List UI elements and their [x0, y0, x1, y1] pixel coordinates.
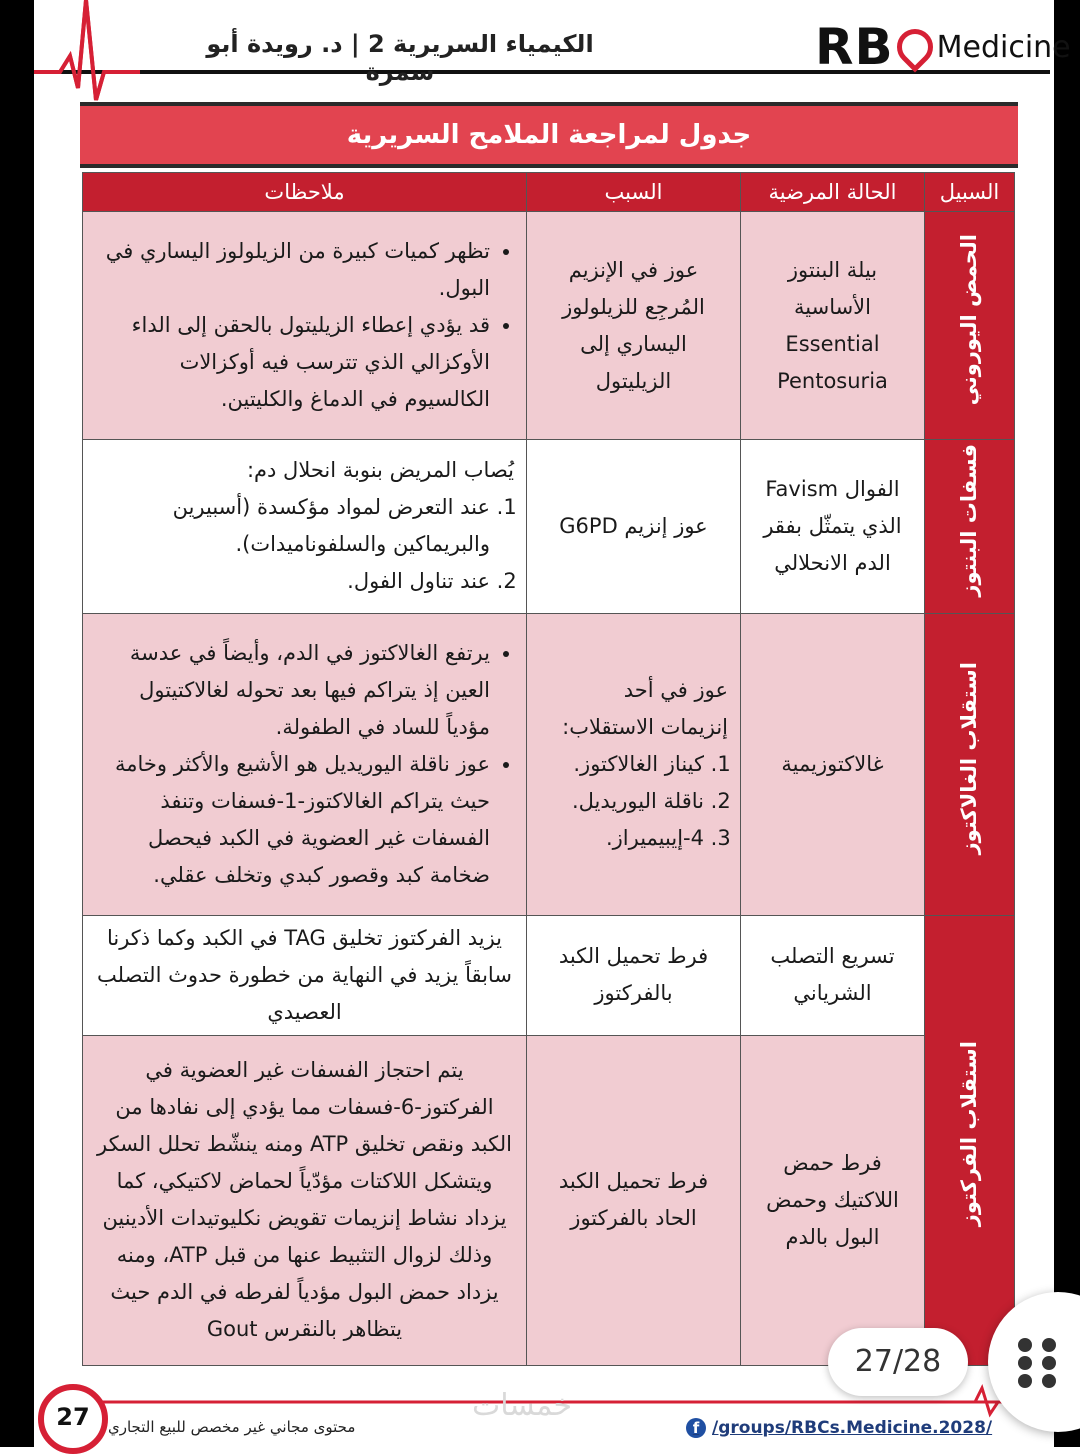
notes-cell [83, 440, 527, 614]
header-cause: السبب [527, 173, 741, 212]
cause-line: الحاد بالفركتوز [570, 1206, 697, 1231]
notes-list [95, 489, 514, 600]
screen-left-edge [0, 0, 34, 1447]
enzyme-item: 2. ناقلة اليوريديل. [539, 783, 704, 820]
condition-line: الأساسية [794, 294, 871, 319]
path-label: فسفات البنتوز [956, 444, 981, 597]
header-title: الكيمياء السريرية 2 | د. رويدة أبو سمرة [206, 30, 594, 86]
facebook-icon: f [686, 1418, 706, 1438]
section-banner [80, 102, 1018, 168]
cause-line: إنزيمات الاستقلاب: [562, 714, 728, 739]
condition-cell [741, 212, 925, 440]
header-notes: ملاحظات [83, 173, 527, 212]
cause-enzyme-list [539, 746, 728, 857]
screen-right-edge [1054, 0, 1080, 1447]
condition-line: اللاكتيك وحمض [766, 1187, 899, 1212]
note-item: • عوز ناقلة اليوريديل هو الأشيع والأكثر وخامة حيث يتراكم الغالاكتوز-1-فسفات وتنفذ الفسفات غير العضوية في الكبد فيحصل ضخامة كبد وقصور كبدي وتخلف عقلي. [95, 746, 490, 894]
cause-cell [527, 613, 741, 915]
grid-dot-icon [1018, 1374, 1032, 1388]
cause-line: الزيليتول [595, 368, 672, 393]
page-number-badge: 27 [38, 1384, 108, 1454]
table-header-row [83, 173, 1015, 212]
cause-line: بالفركتوز [594, 981, 673, 1006]
note-item: 1. عند التعرض لمواد مؤكسدة (أسبيرين والبريماكين والسلفوناميدات). [95, 489, 490, 563]
cause-cell [527, 915, 741, 1035]
notes-intro: يُصاب المريض بنوبة انحلال دم: [246, 458, 514, 483]
cause-line: المُرجِع للزيلولوز [562, 294, 705, 319]
note-item: 2. عند تناول الفول. [95, 563, 490, 600]
note-item: • قد يؤدي إعطاء الزيليتول بالحقن إلى الداء الأوكزالي الذي تترسب فيه أوكزالات الكالسيوم في الدماغ والكليتين. [95, 307, 490, 418]
cause-line: فرط تحميل الكبد [558, 1169, 709, 1194]
path-cell [925, 915, 1015, 1365]
path-cell [925, 440, 1015, 614]
group-link-text[interactable]: /groups/RBCs.Medicine.2028/ [712, 1418, 993, 1438]
notes-list [95, 635, 514, 894]
cause-line: عوز في أحد [623, 677, 728, 702]
cause-line: اليساري إلى [580, 331, 687, 356]
notes-list [95, 233, 514, 418]
header-path: السبيل [925, 173, 1015, 212]
notes-cell [83, 212, 527, 440]
condition-line: Pentosuria [777, 368, 888, 393]
condition-line: الفوال Favism [765, 476, 900, 501]
path-label: الحمض اليوروني [956, 233, 981, 406]
path-cell [925, 212, 1015, 440]
condition-line: فرط حمض [783, 1150, 882, 1175]
blood-drop-icon [889, 22, 940, 73]
logo-medicine-text: Medicine [936, 29, 1071, 65]
note-item: • تظهر كميات كبيرة من الزيلولوز اليساري في البول. [95, 233, 490, 307]
condition-line: بيلة البنتوز [787, 257, 878, 282]
cause-line: عوز في الإنزيم [568, 257, 699, 282]
condition-cell [741, 613, 925, 915]
clinical-features-table [82, 172, 1015, 1366]
banner-title: جدول لمراجعة الملامح السريرية [346, 120, 752, 150]
grid-dot-icon [1018, 1338, 1032, 1352]
condition-line: تسريع التصلب [770, 944, 895, 969]
condition-cell [741, 440, 925, 614]
cause-line: فرط تحميل الكبد [558, 944, 709, 969]
header-condition: الحالة المرضية [741, 173, 925, 212]
condition-line: غالاكتوزيمية [781, 751, 884, 776]
logo-rb-text: RB [815, 18, 894, 76]
watermark: خمسات [472, 1388, 573, 1423]
condition-line: Essential [785, 331, 880, 356]
condition-cell [741, 915, 925, 1035]
path-cell [925, 613, 1015, 915]
table-row [83, 1035, 1015, 1365]
condition-line: الذي يتمثّل بفقر [763, 513, 902, 538]
condition-line: الدم الانحلالي [774, 550, 891, 575]
table-row [83, 915, 1015, 1035]
cause-cell [527, 440, 741, 614]
cause-cell [527, 212, 741, 440]
footer-group-link[interactable] [686, 1418, 992, 1438]
table-row [83, 613, 1015, 915]
condition-cell [741, 1035, 925, 1365]
grid-dot-icon [1018, 1356, 1032, 1370]
notes-cell: يزيد الفركتوز تخليق TAG في الكبد وكما ذكرنا سابقاً يزيد في النهاية من خطورة حدوث التصلب العصيدي [83, 915, 527, 1035]
grid-dot-icon [1042, 1374, 1056, 1388]
condition-line: البول بالدم [785, 1224, 880, 1249]
path-label: استقلاب الغالاكتوز [956, 661, 981, 855]
cause-line: عوز إنزيم G6PD [559, 513, 708, 538]
path-label: استقلاب الفركتوز [956, 1041, 981, 1227]
notes-cell [83, 613, 527, 915]
note-item: • يرتفع الغالاكتوز في الدم، وأيضاً في عدسة العين إذ يتراكم فيها بعد تحوله لغالاكتيتول مؤدياً للساد في الطفولة. [95, 635, 490, 746]
rbc-medicine-logo [815, 20, 1071, 74]
table-row [83, 212, 1015, 440]
footer-disclaimer: محتوى مجاني غير مخصص للبيع التجاري [108, 1418, 356, 1436]
page-counter: 27/28 [828, 1328, 968, 1396]
enzyme-item: 1. كيناز الغالاكتوز. [539, 746, 704, 783]
cause-cell [527, 1035, 741, 1365]
grid-dot-icon [1042, 1338, 1056, 1352]
condition-line: الشرياني [793, 981, 872, 1006]
grid-dot-icon [1042, 1356, 1056, 1370]
enzyme-item: 3. 4-إيبيميراز. [539, 820, 704, 857]
notes-cell: يتم احتجاز الفسفات غير العضوية في الفركتوز-6-فسفات مما يؤدي إلى نفادها من الكبد ونقص تخليق ATP ومنه ينشّط تحلل السكر ويتشكل اللاكتات مؤدّياً لحماض لاكتيكي، كما يزداد نشاط إنزيمات تقويض نكليوتيدات الأدينين وذلك لزوال التثبيط عنها من قبل ATP، ومنه يزداد حمض البول مؤدياً لفرطه في الدم حيث يتظاهر بالنقرس Gout [83, 1035, 527, 1365]
table-row [83, 440, 1015, 614]
